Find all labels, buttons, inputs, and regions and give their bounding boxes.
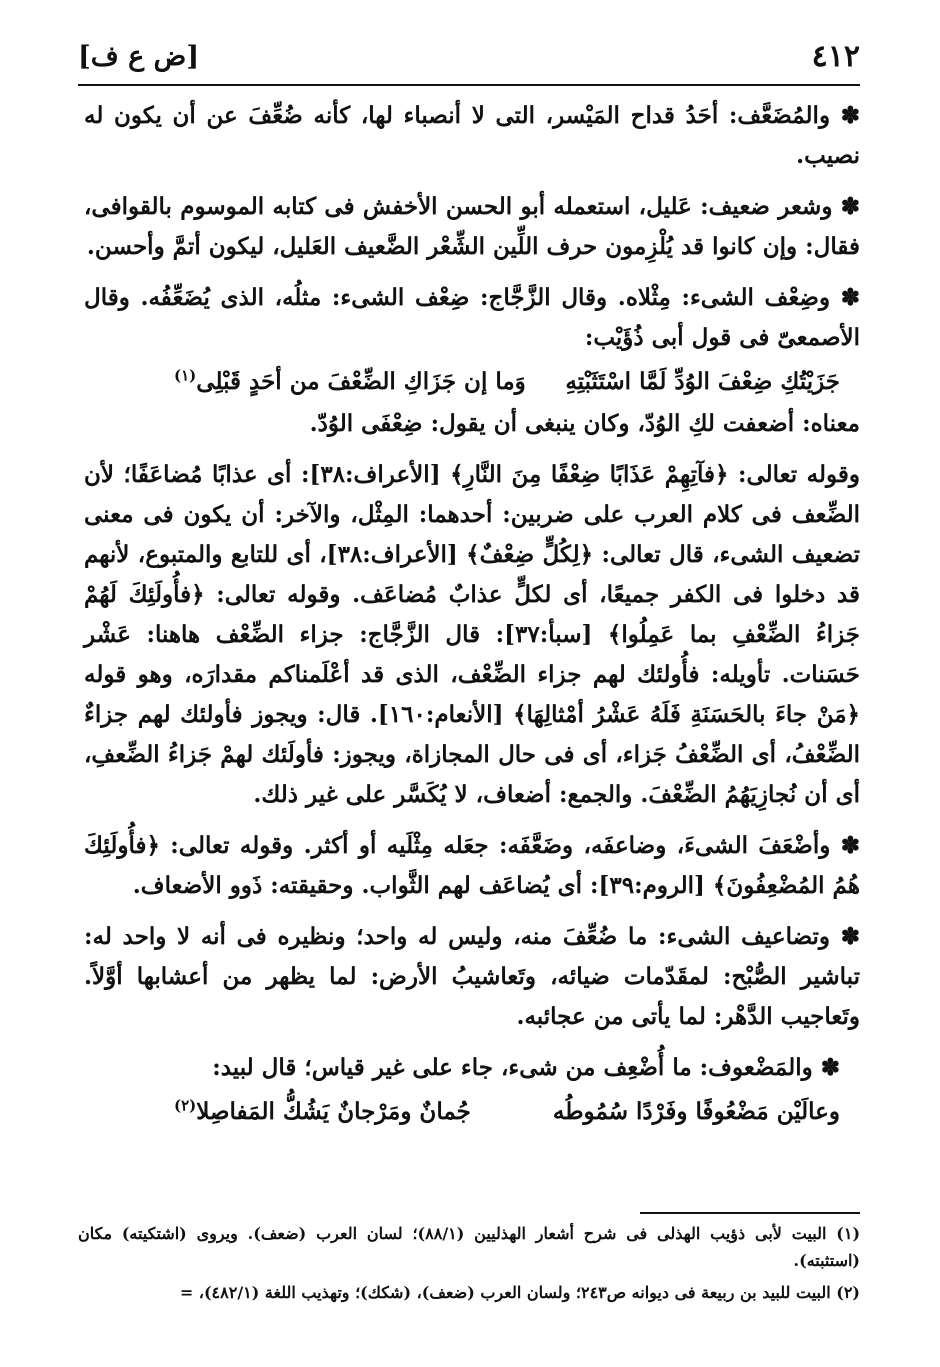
footnote-marker-2: (٢) — [174, 1096, 197, 1115]
paragraph-adaafa: ✽ وأضْعَفَ الشىءَ، وضاعفَه، وضَعَّفَه: جعَله مِثْلَيه أو أكثر. وقوله تعالى: ﴿فأُولَئِكَ هُمُ المُضْعِفُونَ﴾ [الروم:٣٩]: أى يُضاعَف لهم الثَّواب. وحقيقته: ذَوو الأضعاف. — [84, 832, 860, 899]
footnote-1: (١) البيت لأبى ذؤيب الهذلى فى شرح أشعار الهذليين (٨٨/١)؛ لسان العرب (ضعف). ويروى (اشتكيته) مكان (استثبته). — [78, 1224, 861, 1270]
poem-verse-labid — [84, 1092, 860, 1132]
verse-second-hemistich: وَما إن جَزَاكِ الضِّعْفَ من أحَدٍ قَبْلِى$^{(١)}$ — [174, 366, 526, 395]
root-letters: [ض ع ف] — [78, 41, 200, 72]
footnotes — [78, 1220, 860, 1311]
page-number: ٤١٢ — [811, 39, 860, 74]
paragraph-tadaaif: ✽ وتضاعيف الشىء: ما ضُعِّفَ منه، وليس له واحد؛ ونظيره فى أنه لا واحد له: تباشير الصُّبْح: لمقَدّمات ضيائه، وتَعاشيبُ الأرض: لما يظهر من أعشابها أوَّلاً. وتَعاجيب الدَّهْر: لما يأتى من عجائبه. — [84, 923, 860, 1030]
paragraph-quran-explanation: وقوله تعالى: ﴿فآتِهِمْ عَذَابًا ضِعْفًا مِنَ النَّارِ﴾ [الأعراف:٣٨]: أى عذابًا مُضاعَفًا؛ لأن الضِّعف فى كلام العرب على ضربين: أحدهما: المِثْل، والآخر: أن يكون فى معنى تضعيف الشىء، قال تعالى: ﴿لِكُلٍّ ضِعْفٌ﴾ [الأعراف:٣٨]، أى للتابع والمتبوع، لأنهم قد دخلوا فى الكفر جميعًا، أى لكلٍّ عذابٌ مُضاعَف. وقوله تعالى: ﴿فأُولَئِكَ لَهُمْ جَزاءُ الضِّعْفِ بما عَمِلُوا﴾ [سبأ:٣٧]: قال الزَّجَّاج: جزاء الضِّعْف هاهنا: عَشْر حَسَنات. تأويله: فأُولئك لهم جزاء الضِّعْف، الذى قد أعْلَمناكم مقدارَه، وهو قوله ﴿مَنْ جاءَ بالحَسَنَةِ فَلَهُ عَشْرُ أمْثالِهَا﴾ [الأنعام:١٦٠]. قال: ويجوز فأولئك لهم جزاءٌ الضِّعْفُ، أى الضِّعْفُ جَزاء، أى فى حال المجازاة، ويجوز: فأولَئك لهمْ جَزاءُ الضِّعفِ، أى أن نُجازِيَهُمُ الضِّعْفَ. والجمع: أضعاف، لا يُكَسَّر على غير ذلك. — [84, 461, 860, 808]
poem-verse-abu-dhuayb — [84, 362, 860, 402]
footnote-2: (٢) البيت للبيد بن ربيعة فى ديوانه ص٢٤٣؛ ولسان العرب (ضعف)، (شكك)؛ وتهذيب اللغة (٤٨٢/١)، = — [179, 1283, 860, 1302]
paragraph-mudaaaf: ✽ والمُضَعَّف: أحَدُ قداح المَيْسر، التى لا أنصباء لها، كأنه ضُعِّفَ عن أن يكون له نصيب. — [84, 102, 860, 169]
verse-first-hemistich: جَزَيْتُكِ ضِعْفَ الوُدِّ لَمَّا اسْتَثَبْتِهِ — [565, 368, 840, 395]
verse-first-hemistich: وعالَيْن مَضْعُوفًا وفَرْدًا سُمُوطُه — [552, 1098, 840, 1125]
header-divider — [78, 84, 860, 86]
verse-second-hemistich: جُمانٌ ومَرْجانٌ يَشُكُّ المَفاصِلا$^{(٢)}$ — [174, 1096, 471, 1125]
paragraph-madufu: ✽ والمَضْعوف: ما أُضْعِف من شىء، جاء على غير قياس؛ قال لبيد: — [212, 1054, 840, 1081]
footnote-divider — [640, 1212, 860, 1214]
paragraph-verse-meaning: معناه: أضعفت لكِ الوُدّ، وكان ينبغى أن يقول: ضِعْفَى الوُدّ. — [309, 410, 860, 437]
footnote-marker-1: (١) — [174, 366, 197, 385]
page-header — [78, 38, 860, 78]
paragraph-dif-alshay: ✽ وضِعْف الشىء: مِثْلاه. وقال الزَّجَّاج: ضِعْف الشىء: مثلُه، الذى يُضَعِّفُه. وقال الأصمعىّ فى قول أبى ذُؤَيْب: — [84, 284, 860, 351]
entry-body — [84, 96, 860, 1134]
paragraph-shir-daif: ✽ وشعر ضعيف: عَليل، استعمله أبو الحسن الأخفش فى كتابه الموسوم بالقوافى، فقال: وإن كانوا قد يُلْزِمون حرف اللِّين الشِّعْر الضَّعيف العَليل، ليكون أتمَّ وأحسن. — [84, 193, 860, 260]
